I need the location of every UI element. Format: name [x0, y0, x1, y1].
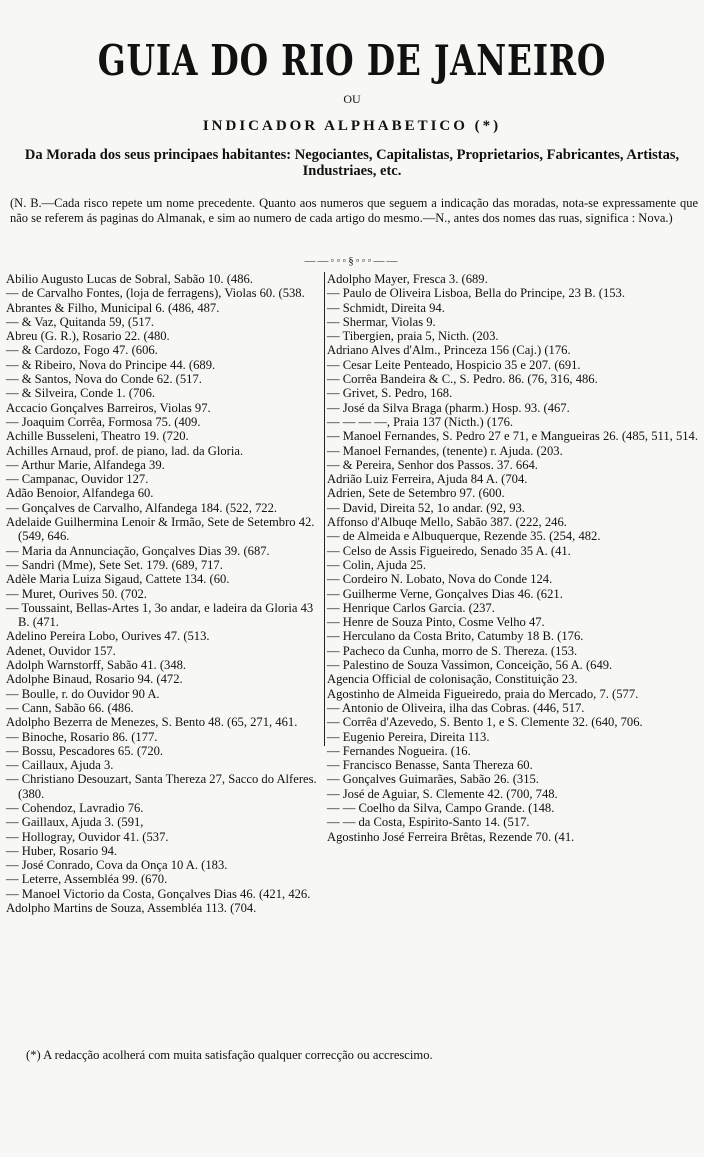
directory-entry: — Francisco Benasse, Santa Thereza 60. [327, 758, 533, 773]
directory-entry: Adolpho Bezerra de Menezes, S. Bento 48. (65, 271, 461. [6, 715, 298, 730]
directory-entry: Agostinho José Ferreira Brêtas, Rezende 70. (41. [327, 829, 575, 844]
directory-entry: Adolphe Binaud, Rosario 94. (472. [6, 672, 183, 687]
directory-entry: — Colin, Ajuda 25. [327, 557, 427, 572]
directory-entry: Achilles Arnaud, prof. de piano, lad. da Gloria. [6, 443, 244, 458]
directory-entry: — — — —, Praia 137 (Nicth.) (176. [327, 414, 514, 429]
directory-entry: — Celso de Assis Figueiredo, Senado 35 A. (41. [327, 543, 571, 558]
directory-entry: — Eugenio Pereira, Direita 113. [327, 729, 490, 744]
directory-entry: — Toussaint, Bellas-Artes 1, 3o andar, e ladeira da Gloria 43 B. (471. [6, 600, 314, 630]
directory-entry: — Gonçalves Guimarães, Sabão 26. (315. [327, 772, 539, 787]
directory-entry: — — da Costa, Espirito-Santo 14. (517. [327, 815, 530, 830]
directory-entry: — Huber, Rosario 94. [6, 843, 118, 858]
directory-entry: Adèle Maria Luiza Sigaud, Cattete 134. (60. [6, 572, 230, 587]
directory-entry: — & Cardozo, Fogo 47. (606. [6, 343, 158, 358]
directory-entry: — Muret, Ourives 50. (702. [6, 586, 147, 601]
directory-entry: Adelino Pereira Lobo, Ourives 47. (513. [6, 629, 210, 644]
directory-entry: — Cohendoz, Lavradio 76. [6, 800, 144, 815]
directory-entry: — de Almeida e Albuquerque, Rezende 35. (254, 482. [327, 529, 601, 544]
directory-entry: — Gonçalves de Carvalho, Alfandega 184. (522, 722. [6, 500, 278, 515]
directory-entry: Agostinho de Almeida Figueiredo, praia do Mercado, 7. (577. [327, 686, 639, 701]
title-connector: OU [343, 92, 361, 106]
directory-entry: — de Carvalho Fontes, (loja de ferragens), Violas 60. (538. [6, 286, 305, 301]
directory-entry: — Boulle, r. do Ouvidor 90 A. [6, 686, 160, 701]
directory-entry: — Cordeiro N. Lobato, Nova do Conde 124. [327, 572, 553, 587]
directory-entry: — Fernandes Nogueira. (16. [327, 743, 471, 758]
directory-entry: — Paulo de Oliveira Lisboa, Bella do Principe, 23 B. (153. [327, 286, 626, 301]
right-column [327, 272, 699, 844]
directory-entry: Adolpho Martins de Souza, Assembléa 113. (704. [6, 901, 257, 916]
directory-entry: Accacio Gonçalves Barreiros, Violas 97. [6, 400, 211, 415]
directory-entry: Affonso d'Albuqe Mello, Sabão 387. (222, 246. [327, 515, 567, 530]
directory-entry: — Caillaux, Ajuda 3. [6, 758, 114, 773]
directory-entry: — Arthur Marie, Alfandega 39. [6, 457, 165, 472]
page-title: GUIA DO RIO DE JANEIRO [97, 36, 607, 85]
directory-entry: — Henre de Souza Pinto, Cosme Velho 47. [327, 615, 545, 630]
directory-entry: Adenet, Ouvidor 157. [6, 643, 116, 658]
directory-entry: Adelaide Guilhermina Lenoir & Irmão, Sete de Setembro 42. (549, 646. [6, 515, 315, 544]
directory-entry: — Corrêa Bandeira & C., S. Pedro. 86. (76, 316, 486. [327, 372, 598, 387]
directory-entry: Adriano Alves d'Alm., Princeza 156 (Caj.) (176. [327, 343, 571, 358]
subtitle: INDICADOR ALPHABETICO (*) [202, 118, 502, 134]
directory-entry: — Maria da Annunciação, Gonçalves Dias 39. (687. [6, 543, 270, 558]
directory-entry: — & Silveira, Conde 1. (706. [6, 386, 156, 401]
directory-entry: — Corrêa d'Azevedo, S. Bento 1, e S. Clemente 32. (640, 706. [327, 715, 643, 730]
directory-entry: — Tibergien, praia 5, Nicth. (203. [327, 329, 499, 344]
directory-entry: Adão Benoior, Alfandega 60. [6, 486, 154, 501]
directory-entry: — Herculano da Costa Brito, Catumby 18 B. (176. [327, 629, 584, 644]
left-column [6, 272, 323, 915]
directory-entry: — José da Silva Braga (pharm.) Hosp. 93. (467. [327, 400, 570, 415]
directory-entry: — Manoel Fernandes, S. Pedro 27 e 71, e Mangueiras 26. (485, 511, 514. [327, 429, 698, 444]
directory-entry: Abreu (G. R.), Rosario 22. (480. [6, 329, 170, 344]
directory-entry: Adolph Warnstorff, Sabão 41. (348. [6, 658, 187, 673]
directory-entry: — Joaquim Corrêa, Formosa 75. (409. [6, 414, 201, 429]
directory-entry: — Manoel Fernandes, (tenente) r. Ajuda. (203. [327, 443, 563, 458]
directory-entry: — Henrique Carlos Garcia. (237. [327, 600, 495, 615]
directory-entry: Adrião Luiz Ferreira, Ajuda 84 A. (704. [327, 472, 528, 487]
directory-entry: — Antonio de Oliveira, ilha das Cobras. (446, 517. [327, 700, 585, 715]
directory-entry: Agencia Official de colonisação, Constituição 23. [327, 672, 578, 687]
directory-entry: — Pacheco da Cunha, morro de S. Thereza. (153. [327, 643, 578, 658]
description: Da Morada dos seus principaes habitantes: Negociantes, Capitalistas, Proprietarios, Fabricantes, Artistas, Industriaes, etc. [24, 147, 680, 179]
directory-entry: Achille Busseleni, Theatro 19. (720. [6, 429, 189, 444]
directory-entry: — Cesar Leite Penteado, Hospicio 35 e 207. (691. [327, 357, 581, 372]
directory-entry: — Leterre, Assembléa 99. (670. [6, 872, 168, 887]
directory-entry: — Sandri (Mme), Sete Set. 179. (689, 717. [6, 557, 223, 572]
ornament-divider: ——◦◦◦§◦◦◦—— [304, 255, 400, 267]
directory-entry: — — Coelho da Silva, Campo Grande. (148. [327, 800, 555, 815]
directory-entry: Abilio Augusto Lucas de Sobral, Sabão 10. (486. [6, 272, 253, 286]
directory-entry: — & Santos, Nova do Conde 62. (517. [6, 372, 202, 387]
directory-entry: — & Ribeiro, Nova do Principe 44. (689. [6, 357, 216, 372]
directory-entry: — David, Direita 52, 1o andar. (92, 93. [327, 500, 525, 515]
directory-entry: — José Conrado, Cova da Onça 10 A. (183. [6, 858, 228, 873]
directory-entry: — Gaillaux, Ajuda 3. (591, [6, 815, 144, 830]
directory-entry: — Bossu, Pescadores 65. (720. [6, 743, 164, 758]
column-divider [324, 272, 325, 746]
directory-entry: — Christiano Desouzart, Santa Thereza 27, Sacco do Alferes. (380. [6, 772, 317, 801]
footnote: (*) A redacção acolherá com muita satisfação qualquer correcção ou accrescimo. [26, 1048, 433, 1062]
directory-entry: — José de Aguiar, S. Clemente 42. (700, 748. [327, 786, 558, 801]
directory-entry: — Cann, Sabão 66. (486. [6, 700, 134, 715]
directory-entry: — & Pereira, Senhor dos Passos. 37. 664. [327, 457, 538, 472]
directory-entry: — Binoche, Rosario 86. (177. [6, 729, 158, 744]
directory-entry: — Palestino de Souza Vassimon, Conceição, 56 A. (649. [327, 658, 613, 673]
directory-entry: Adolpho Mayer, Fresca 3. (689. [327, 272, 488, 286]
directory-entry: — & Vaz, Quitanda 59, (517. [6, 314, 155, 329]
directory-entry: — Guilherme Verne, Gonçalves Dias 46. (621. [327, 586, 563, 601]
editorial-note: (N. B.—Cada risco repete um nome precedente. Quanto aos numeros que seguem a indicação das moradas, nota-se expressamente que não se referem ás paginas do Almanak, e sim ao numero de cada artigo do mesmo.—N., antes dos nomes das ruas, significa : Nova.) [10, 196, 698, 225]
directory-entry: — Campanac, Ouvidor 127. [6, 472, 149, 487]
directory-entry: Abrantes & Filho, Municipal 6. (486, 487. [6, 300, 220, 315]
directory-entry: Adrien, Sete de Setembro 97. (600. [327, 486, 505, 501]
directory-entry: — Schmidt, Direita 94. [327, 300, 445, 315]
directory-entry: — Hollogray, Ouvidor 41. (537. [6, 829, 169, 844]
directory-entry: — Shermar, Violas 9. [327, 314, 436, 329]
directory-entry: — Grivet, S. Pedro, 168. [327, 386, 453, 401]
directory-entry: — Manoel Victorio da Costa, Gonçalves Dias 46. (421, 426. [6, 886, 311, 901]
